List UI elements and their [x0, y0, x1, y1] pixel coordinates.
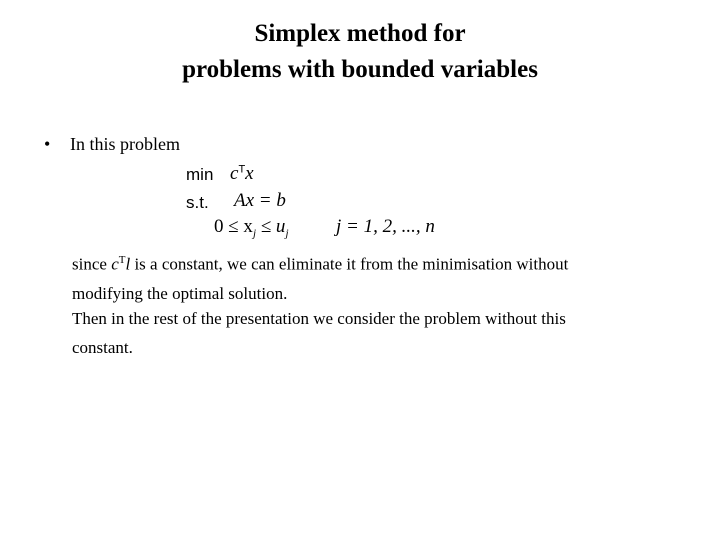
- paragraph-constant: [72, 246, 672, 308]
- bound-sub-j2: j: [285, 227, 289, 240]
- bullet-text: In this problem: [70, 134, 180, 154]
- equality-constraint: Ax = b: [234, 190, 286, 211]
- paragraph-constant-line-1: [72, 246, 672, 279]
- bound-upper: ≤ u: [256, 216, 286, 237]
- paragraph-rest-line-2: constant.: [72, 338, 133, 357]
- objective-c: c: [230, 163, 239, 184]
- objective-x: x: [245, 163, 254, 184]
- bullet-marker: •: [44, 134, 51, 154]
- text-constant-explanation: is a constant, we can eliminate it from the minimisation without: [130, 254, 569, 274]
- slide-title: [0, 16, 720, 88]
- bound-constraint: [214, 216, 289, 239]
- text-since: since: [72, 254, 112, 274]
- index-range: j = 1, 2, ..., n: [336, 216, 435, 237]
- paragraph-constant-line-2: modifying the optimal solution.: [72, 283, 288, 303]
- paragraph-rest-line-1: Then in the rest of the presentation we consider the problem without this: [72, 309, 566, 328]
- symbol-transpose: T: [118, 254, 126, 266]
- st-label: s.t.: [186, 193, 209, 212]
- paragraph-rest: [72, 304, 672, 362]
- bullet-item: [44, 133, 180, 155]
- objective-transpose: T: [238, 163, 246, 176]
- problem-formulation: [186, 163, 466, 243]
- bound-sub-j1: j: [252, 227, 256, 240]
- bound-lower: 0 ≤ x: [214, 216, 253, 237]
- min-label: min: [186, 165, 214, 184]
- symbol-l: l: [125, 254, 131, 274]
- symbol-c: c: [111, 254, 119, 274]
- title-line-1: Simplex method for: [254, 20, 466, 47]
- objective-expression: [230, 163, 254, 185]
- title-line-2: problems with bounded variables: [182, 56, 538, 83]
